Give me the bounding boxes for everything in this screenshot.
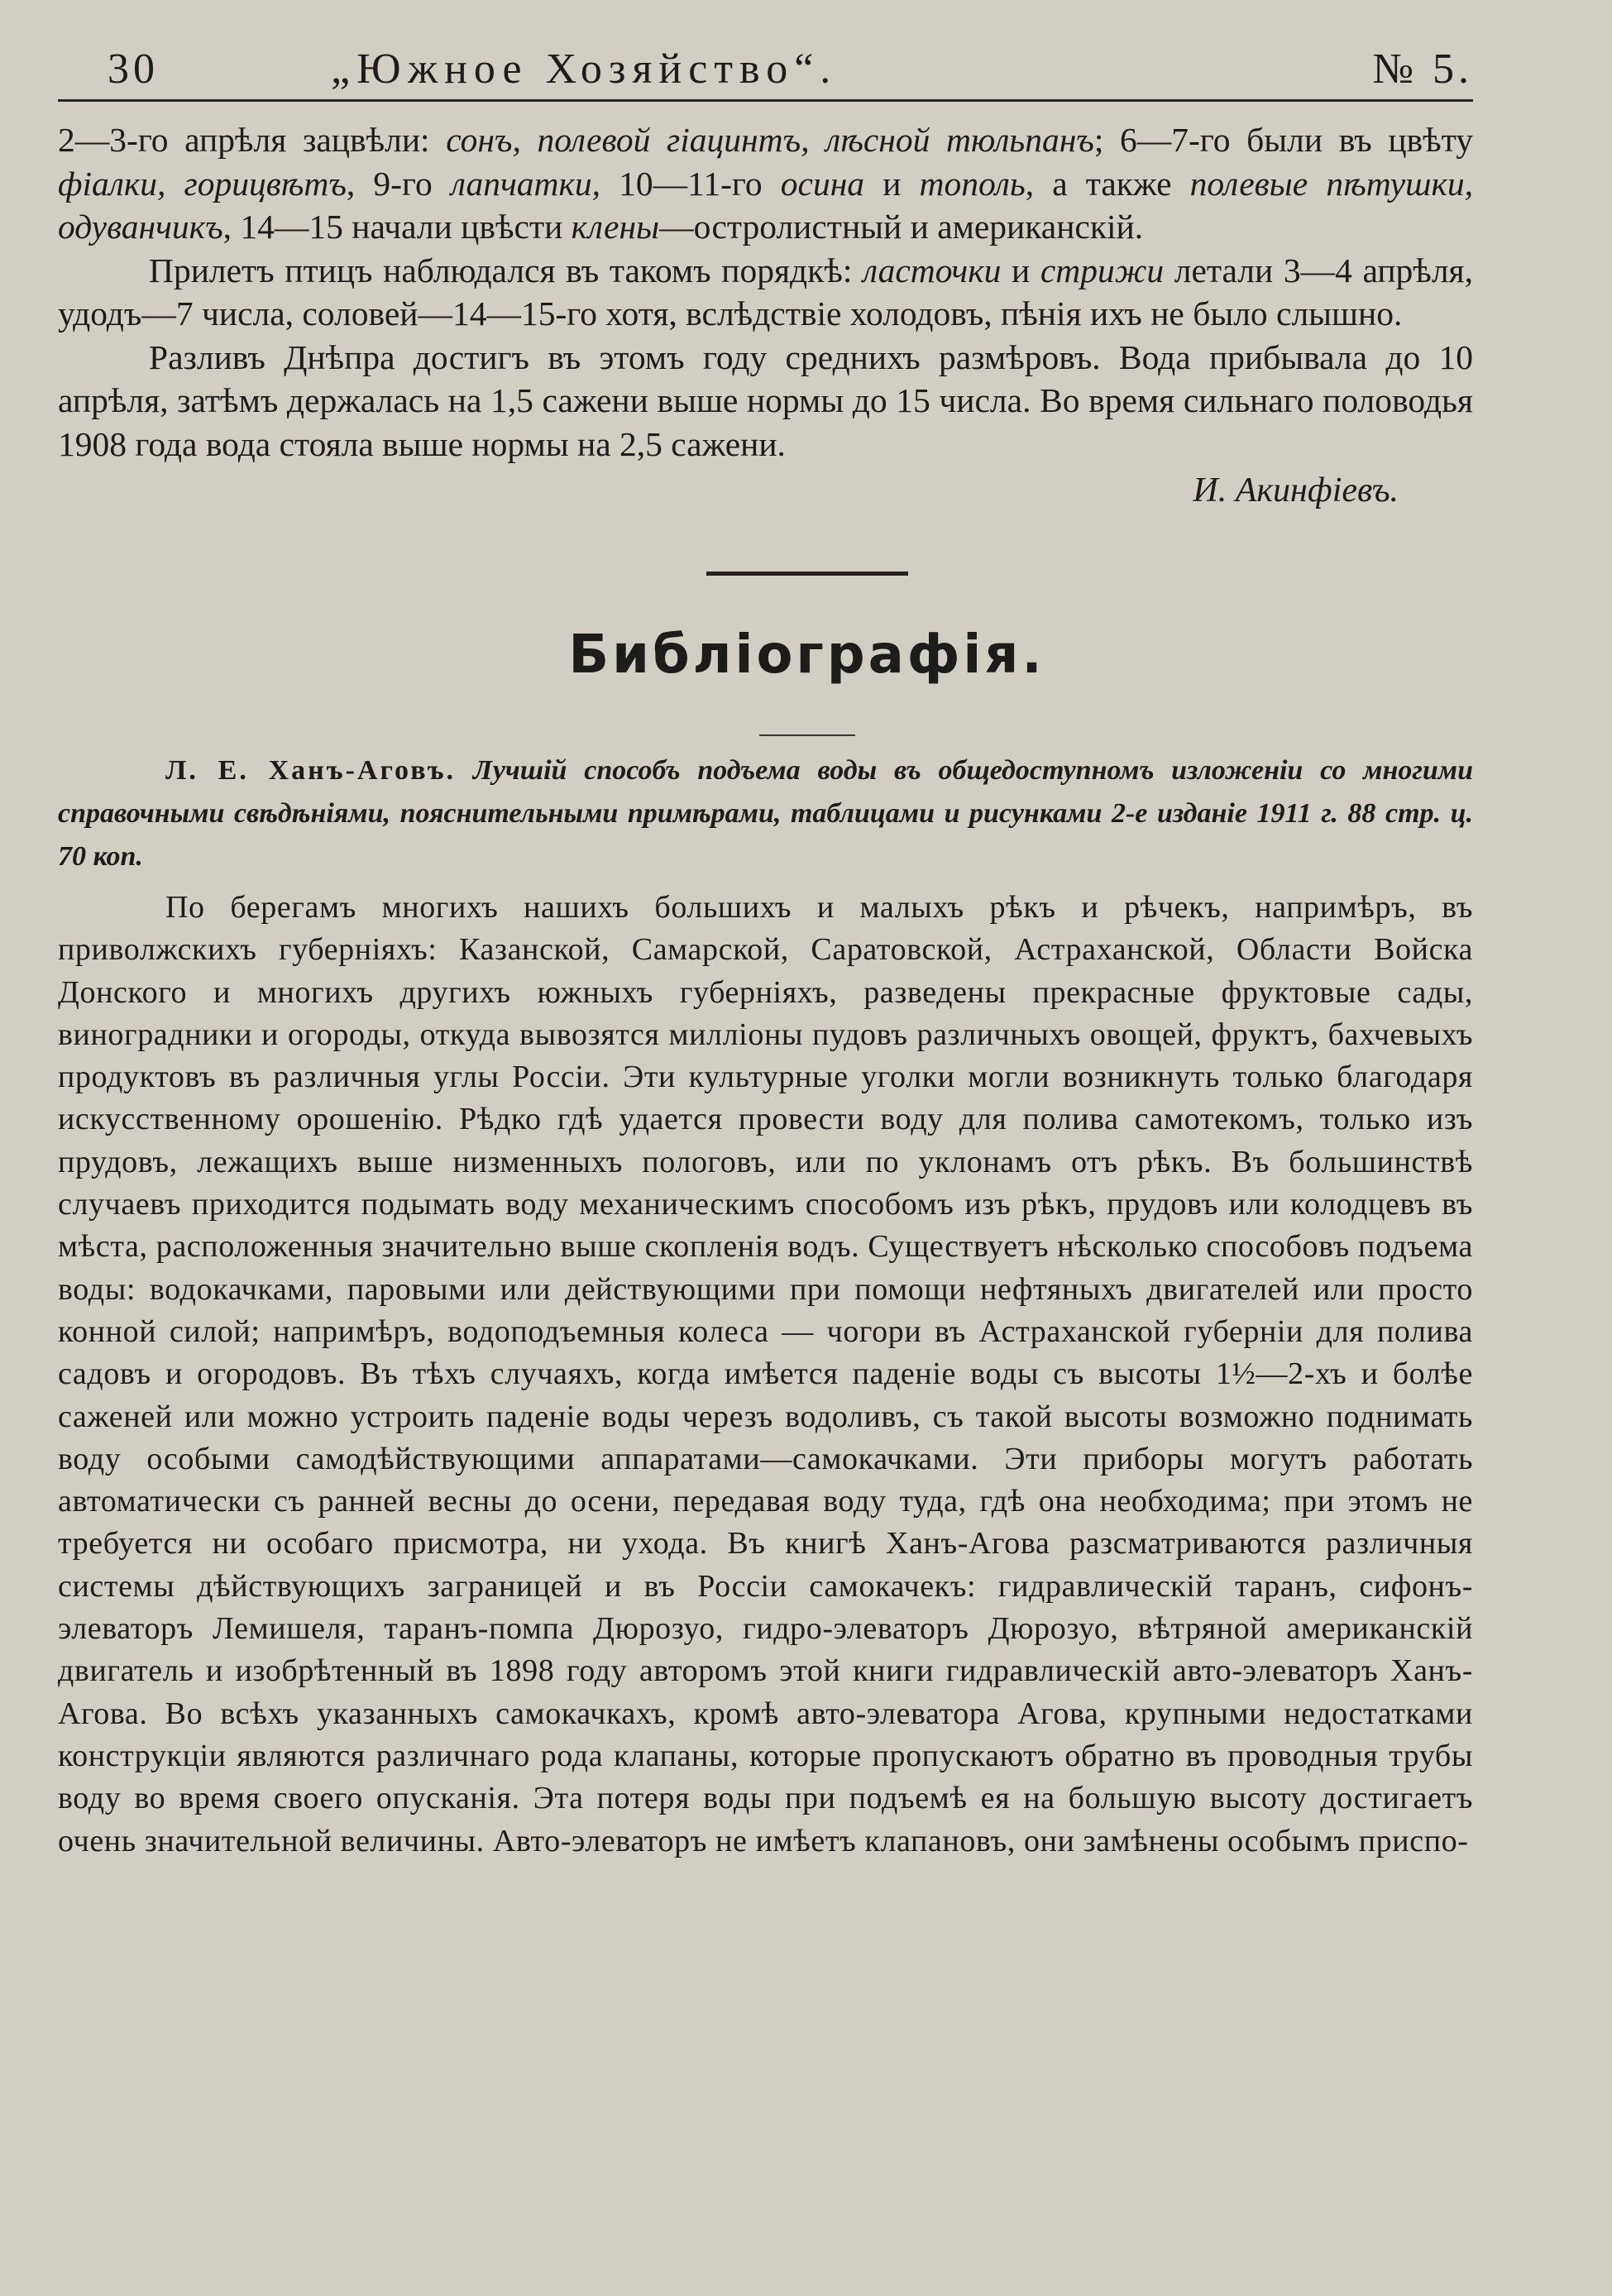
review-text: По берегамъ многихъ нашихъ большихъ и малыхъ рѣкъ и рѣчекъ, напримѣръ, въ приволжскихъ губерніяхъ: Казанской, Самарской, Саратовской, Астраханской, Области Войска Донского и многихъ другихъ южныхъ губерніяхъ, разведены прекрасные фруктовые сады, виноградники и огороды, откуда вывозятся милліоны пудовъ различныхъ овощей, фруктъ, бахчевыхъ продуктовъ въ различныя углы Россіи. Эти культурные уголки могли возникнуть только благодаря искусственному орошенію. Рѣдко гдѣ удается провести воду для полива самотекомъ, только изъ прудовъ, лежащихъ выше низменныхъ пологовъ, или по уклонамъ отъ рѣкъ. Въ большинствѣ случаевъ приходится подымать воду механическимъ способомъ изъ рѣкъ, прудовъ или колодцевъ въ мѣста, расположенныя значительно выше скопленія водъ. Существуетъ нѣсколько способовъ подъема воды: водокачками, паровыми или действующими при помощи нефтяныхъ двигателей или просто конной силой; напримѣръ, водоподъемныя колеса — чогори въ Астраханской губерніи для полива садовъ и огородовъ. Въ тѣхъ случаяхъ, когда имѣется паденіе воды съ высоты 1½—2-хъ и болѣе саженей или можно устроить паденіе воды черезъ водоливъ, съ такой высоты возможно поднимать воду особыми самодѣйствующими аппаратами—самокачками. Эти приборы могутъ работать автоматически съ ранней весны до осени, передавая воду туда, гдѣ она необходима; при этомъ не требуется ни особаго присмотра, ни ухода. Въ книгѣ Ханъ-Агова разсматриваются различныя системы дѣйствующихъ заграницей и въ Россіи самокачекъ: гидравлическій таранъ, сифонъ-элеваторъ Лемишеля, таранъ-помпа Дюрозуо, гидро-элеваторъ Дюрозуо, вѣтряной американскій двигатель и изобрѣтенный въ 1898 году авторомъ этой книги гидравлическій авто-элеваторъ Ханъ-Агова. Во всѣхъ указанныхъ самокачкахъ, кромѣ авто-элеватора Агова, крупными недостатками конструкціи являются различнаго рода клапаны, которые пропускаютъ обратно въ проводныя трубы воду во время своего опусканія. Эта потеря воды при подъемѣ ея на большую высоту достигаетъ очень значительной величины. Авто-элеваторъ не имѣетъ клапановъ, они замѣнены особымъ приспо- bbox=[58, 890, 1473, 1858]
book-author: Л. Е. Ханъ-Аговъ. bbox=[165, 755, 457, 786]
dnieper-flood-paragraph: Разливъ Днѣпра достигъ въ этомъ году среднихъ размѣровъ. Вода прибывала до 10 апрѣля, затѣмъ держалась на 1,5 сажени выше нормы до 15 числа. Во время сильнаго половодья 1908 года вода стояла выше нормы на 2,5 сажени. bbox=[58, 337, 1473, 463]
book-description: Лучшій способъ подъема воды въ общедоступномъ изложеніи со многими справочными свѣдѣніями, пояснительными примѣрами, таблицами и рисунками 2-е изданіе 1911 г. 88 стр. ц. 70 коп. bbox=[58, 755, 1474, 872]
section-title: Библіографія. bbox=[568, 624, 1045, 686]
journal-title: „Южное Хозяйство“. bbox=[331, 45, 838, 93]
bibliography-entry bbox=[58, 749, 1473, 878]
page-number: 30 bbox=[108, 45, 159, 93]
author-signature: И. Акинфіевъ. bbox=[1193, 471, 1399, 509]
running-head bbox=[58, 40, 1473, 102]
bird-arrival-paragraph: Прилетъ птицъ наблюдался въ такомъ порядкѣ: ласточки и стрижи летали 3—4 апрѣля, удодъ—7 числа, соловей—14—15-го хотя, вслѣдствіе холодовъ, пѣнія ихъ не было слышно. bbox=[58, 251, 1474, 332]
issue-number: № 5. bbox=[1372, 45, 1473, 93]
section-divider bbox=[706, 572, 908, 576]
flowering-paragraph: 2—3-го апрѣля зацвѣли: сонъ, полевой гіацинтъ, лѣсной тюльпанъ; 6—7-го были въ цвѣту фіалки, горицвѣтъ, 9-го лапчатки, 10—11-го осина и тополь, а также полевые пѣтушки, одуванчикъ, 14—15 начали цвѣсти клены—остролистный и американскій. bbox=[58, 121, 1474, 246]
title-underline bbox=[759, 734, 855, 736]
